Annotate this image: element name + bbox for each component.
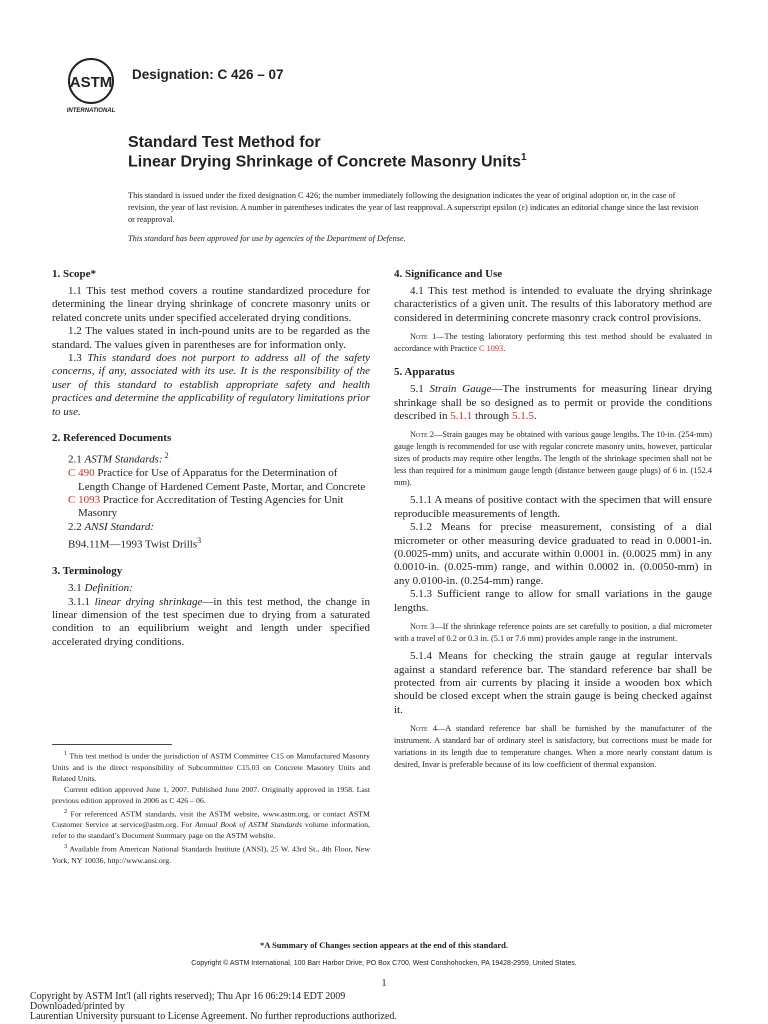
reference-c1093-text: Practice for Accreditation of Testing Agencies for Unit Masonry: [78, 493, 344, 520]
section-1-heading: 1. Scope*: [52, 268, 96, 280]
reference-c490: [52, 467, 370, 494]
section-5-1-through: through: [472, 410, 512, 423]
title-text: Linear Drying Shrinkage of Concrete Masonry Units: [128, 153, 521, 171]
reference-c490-text: Practice for Use of Apparatus for the Determination of Length Change of Hardened Cement Paste, Mortar, and Concrete: [78, 467, 366, 493]
footnote-divider: [52, 744, 172, 745]
summary-of-changes-note: *A Summary of Changes section appears at the end of this standard.: [260, 940, 508, 950]
section-1-3-text: This standard does not purport to address all of the safety concerns, if any, associated with its use. It is the responsibility of the user of this standard to establish appropriate safety and health practices and determine the applicability of regulatory limitations prior to use.: [52, 352, 371, 418]
note-1: [394, 331, 712, 355]
reference-b94-text: B94.11M—1993 Twist Drills: [68, 538, 198, 551]
footnote-ref-3: 3: [197, 536, 202, 546]
link-5-1-5[interactable]: 5.1.5: [511, 410, 534, 423]
link-c1093[interactable]: C 1093: [68, 493, 101, 506]
section-2-2-number: 2.2: [68, 520, 85, 533]
section-3-1-title: Definition:: [84, 582, 133, 595]
reference-b94: [52, 534, 370, 552]
title-footnote-ref: 1: [520, 152, 527, 163]
section-2-1: [52, 449, 370, 467]
note-4-text: 4—A standard reference bar shall be furnished by the manufacturer of the instrument. A standard bar of ordinary steel is satisfactory, but corrections must be made for variations in its length due to temperature changes. When a more nearly constant datum is desired, Invar is preferable because of its low coefficient of thermal expansion.: [394, 724, 712, 770]
footnote-3: [52, 841, 370, 866]
footnote-2-text-a: For referenced ASTM standards, visit the ASTM website, www.astm.org, or contact ASTM Customer Service at service@astm.org. For: [52, 809, 370, 830]
footnote-2-marker: 2: [64, 807, 68, 815]
section-4-1: 4.1 This test method is intended to evaluate the drying shrinkage characteristics of a given unit. The results of this laboratory method are considered in determining concrete masonry crack control provisions.: [394, 285, 712, 324]
intro-paragraph: This standard is issued under the fixed designation C 426; the number immediately following the designation indicates the year of original adoption or, in the case of revision, the year of last revision. A number in parentheses indicates the year of last reapproval. A superscript epsilon (ε) indicates an editorial change since the last revision or reapproval.: [128, 191, 699, 224]
footnote-2-book-title: Annual Book of ASTM Standards: [194, 820, 302, 830]
footnote-2-text-b: volume information, refer to the standard’s Document Summary page on the ASTM website.: [52, 820, 370, 841]
section-5-1-3: 5.1.3 Sufficient range to allow for small variations in the gauge lengths.: [394, 588, 712, 614]
section-5-1-number: 5.1: [410, 383, 430, 396]
right-column: [394, 268, 712, 771]
note-2-label: Note: [410, 430, 428, 440]
section-1-2: 1.2 The values stated in inch-pound units are to be regarded as the standard. The values given in parentheses are for information only.: [52, 325, 370, 351]
section-3-heading: 3. Terminology: [52, 565, 123, 578]
section-3-1-1: [52, 596, 370, 650]
title-line-2: [128, 152, 527, 171]
note-1-label: Note: [410, 332, 428, 342]
logo-text: ASTM: [69, 74, 113, 91]
section-1-3: [52, 352, 370, 419]
section-5-1-end: .: [533, 410, 537, 423]
section-3-1-1-text: —in this test method, the change in linear dimension of the test specimen due to drying from a saturated condition to an equilibrium weight and length under specified accelerated drying conditions.: [52, 595, 370, 648]
designation: Designation: C 426 – 07: [132, 67, 284, 82]
page-number: 1: [381, 978, 387, 989]
reference-c1093: [52, 494, 370, 521]
section-2-2-title: ANSI Standard:: [84, 520, 155, 533]
link-note1-c1093[interactable]: C 1093: [479, 344, 504, 354]
term-strain-gauge: Strain Gauge: [429, 383, 492, 396]
section-1-3-number: 1.3: [68, 352, 88, 365]
link-c490[interactable]: C 490: [68, 467, 95, 480]
title-line-1: Standard Test Method for: [128, 134, 321, 151]
download-stamp-line-2: Downloaded/printed by: [30, 1001, 125, 1012]
section-2-1-number: 2.1: [68, 453, 85, 466]
footnote-3-text: Available from American National Standards Institute (ANSI), 25 W. 43rd St., 4th Floor, New York, NY 10036, http://www.ansi.org.: [52, 844, 370, 865]
section-1-1: 1.1 This test method covers a routine standardized procedure for determining the linear drying shrinkage of concrete masonry units or related concrete units under specified accelerated drying conditions.: [52, 285, 370, 324]
logo-subtext: INTERNATIONAL: [66, 108, 116, 114]
footnote-3-marker: 3: [64, 843, 68, 851]
section-4-heading: 4. Significance and Use: [394, 268, 503, 280]
section-5-1-text: —The instruments for measuring linear drying shrinkage shall be so designed as to permit or provide the conditions described in: [394, 383, 713, 423]
section-2-2: [52, 521, 370, 534]
section-2-heading: 2. Referenced Documents: [52, 432, 172, 445]
section-3-1-1-number: 3.1.1: [68, 595, 95, 608]
note-3-label: Note: [410, 622, 428, 632]
footnote-1-marker: 1: [64, 750, 68, 757]
section-3-1-number: 3.1: [68, 582, 85, 595]
dod-approval-note: This standard has been approved for use by agencies of the Department of Defense.: [128, 234, 406, 243]
footnote-1-text: This test method is under the jurisdiction of ASTM Committee C15 on Manufactured Masonry Units and is the direct responsibility of Subcommittee C15.03 on Concrete Masonry Units and Related Units.: [52, 751, 370, 783]
download-stamp-line-1: Copyright by ASTM Int'l (all rights reserved); Thu Apr 16 06:29:14 EDT 2009: [30, 991, 346, 1002]
section-3-1: [52, 582, 370, 595]
footnote-1b: Current edition approved June 1, 2007. Published June 2007. Originally approved in 1958. Last previous edition approved in 2006 as C 426 – 06.: [52, 784, 370, 805]
left-column: [52, 268, 370, 649]
copyright-line: Copyright © ASTM International, 100 Barr Harbor Drive, PO Box C700, West Conshohocken, PA 19428-2959, United States.: [191, 960, 577, 967]
footnotes: [52, 748, 370, 866]
astm-logo: [60, 54, 122, 116]
section-5-1-1: 5.1.1 A means of positive contact with the specimen that will ensure reproducible measurements of length.: [394, 494, 712, 520]
note-1-text: 1—The testing laboratory performing this test method should be evaluated in accordance with Practice: [394, 332, 712, 354]
footnote-1: [52, 748, 370, 784]
section-5-heading: 5. Apparatus: [394, 366, 455, 379]
note-1-end: .: [503, 344, 506, 354]
footnote-2: [52, 806, 370, 842]
section-5-1-2: 5.1.2 Means for precise measurement, consisting of a dial micrometer or other measuring device graduated to read in 0.0001-in. (0.0025-mm) units, and accurate within 0.0001 in. (0.0025 mm) in any 0.0010-in. (0.025-mm) range, and within 0.0002 in. (0.0050-mm) in any 0.0100-in. (0.254-mm) range.: [394, 521, 712, 587]
section-5-1: [394, 383, 712, 423]
note-3-text: 3—If the shrinkage reference points are set carefully to position, a dial micrometer with a travel of 0.2 or 0.3 in. (5.1 or 7.6 mm) provides ample range in the instrument.: [394, 622, 712, 644]
note-4-label: Note: [410, 724, 428, 734]
download-stamp-line-3: Laurentian University pursuant to License Agreement. No further reproductions authorized.: [30, 1011, 397, 1022]
note-4: [394, 723, 712, 771]
section-5-1-4: 5.1.4 Means for checking the strain gauge at regular intervals against a standard reference bar. The standard reference bar shall be protected from air currents by placing it inside a wooden box which should be closed except when the strain gauge is being checked against it.: [394, 650, 712, 716]
footnote-ref-2: 2: [162, 451, 169, 461]
section-2-1-title: ASTM Standards:: [84, 453, 163, 466]
note-2: [394, 429, 712, 489]
link-5-1-1[interactable]: 5.1.1: [450, 410, 473, 423]
note-2-text: 2—Strain gauges may be obtained with various gauge lengths. The 10-in. (254-mm) gauge length is recommended for use with regular concrete masonry units, however, particular sizes of products may require other lengths. The length of the shrinkage specimen shall not be less than required for a minimum gauge length (distance between gauge plugs) of 6 in. (152.4 mm).: [394, 430, 712, 488]
note-3: [394, 621, 712, 645]
term-linear-drying-shrinkage: linear drying shrinkage: [94, 595, 203, 608]
